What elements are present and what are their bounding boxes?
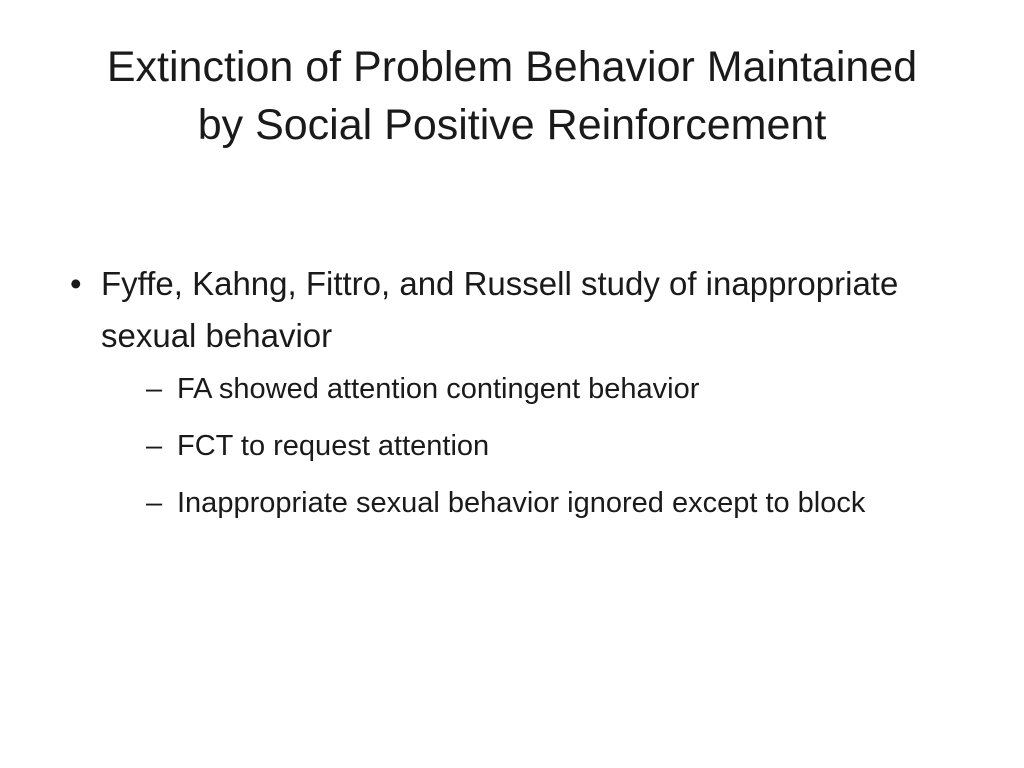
sub-bullet-list <box>101 366 950 526</box>
sub-bullet-text: FCT to request attention <box>177 430 490 462</box>
dash-marker: – <box>146 373 163 405</box>
bullet-text: Fyffe, Kahng, Fittro, and Russell study of inappropriate sexual behavior <box>101 265 899 354</box>
bullet-item <box>70 258 950 526</box>
sub-bullet-item <box>101 366 950 412</box>
slide-title-line-1: Extinction of Problem Behavior Maintained <box>106 43 918 91</box>
slide-title-line-2: by Social Positive Reinforcement <box>197 101 827 149</box>
sub-bullet-text: Inappropriate sexual behavior ignored except to block <box>177 487 866 519</box>
sub-bullet-text: FA showed attention contingent behavior <box>177 373 700 405</box>
dash-marker: – <box>146 430 163 462</box>
slide-content <box>70 258 950 537</box>
slide-title <box>40 38 984 154</box>
dash-marker: – <box>146 487 163 519</box>
sub-bullet-item <box>101 423 950 469</box>
bullet-marker: • <box>70 265 82 302</box>
sub-bullet-item <box>101 480 950 526</box>
